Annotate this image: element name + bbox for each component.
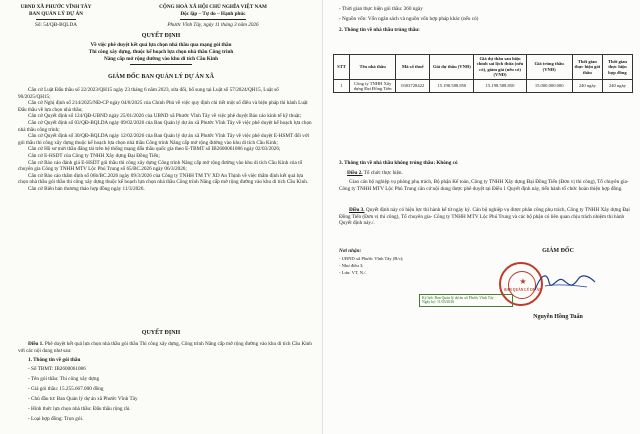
table-cell: 15.000.000.000 bbox=[526, 79, 572, 93]
article-2 bbox=[347, 170, 403, 177]
decision-title: QUYẾT ĐỊNH bbox=[141, 33, 181, 39]
legal-basis: Căn cứ Báo cáo đánh giá E-HSDT gói thầu thi công xây dựng Công trình Nâng cấp mở rộng đường vào khu di tích Cầu Kinh của tổ chuyên gia Công ty TNHH MTV Lộc Phú Trung số 65/BC.2026 ngày 06/3/2026; bbox=[18, 159, 303, 173]
authority-title: GIÁM ĐỐC BAN QUẢN LÝ DỰ ÁN XÃ bbox=[108, 74, 214, 80]
table-cell: Công ty TNHH Xây dựng Đại Đồng Tiến bbox=[350, 79, 396, 93]
seal-text: BAN QUẢN LÝ DỰ ÁN bbox=[504, 288, 542, 292]
decision-subject-line: Về việc phê duyệt kết quả lựa chọn nhà thầu qua mạng gói thầu bbox=[90, 42, 232, 48]
article-2-body: Giao cán bộ nghiệp vụ phòng phụ trách, Bộ phận Kế toán, Công ty TNHH Xây dựng Đại Đồng Tiến (Đơn vị thi công), Tổ chuyên gia-Công ty TNHH MTV Lộc Phú Trung căn cứ nội dung được phê duyệt tại Điều 1 Quyết định này, tiến hành tổ chức hoàn thiện hợp đồng. bbox=[339, 179, 629, 192]
table-cell: 1 bbox=[334, 79, 350, 93]
section-2-title: 2. Thông tin về nhà thầu trúng thầu: bbox=[339, 27, 420, 33]
org-underline bbox=[36, 19, 76, 20]
article-3-text: Quyết định này có hiệu lực thi hành kể từ ngày ký. Cán bộ nghiệp vụ được phân công phụ trách, Công ty TNHH Xây dựng Đại Đồng Tiến (Đơn vị thi công), Tổ chuyên gia- Công ty TNHH MTV Lộc Phú Trung và các bộ phận có liên quan chịu trách nhiệm thi hành Quyết định này./. bbox=[339, 207, 630, 227]
winning-bidder-table bbox=[333, 54, 633, 93]
table-cell: 15.198.588.850 bbox=[474, 79, 526, 93]
digital-signature-line: Ngày ký: 11/03/2026 bbox=[422, 300, 455, 305]
table-header: Giá dự thầu (VNĐ) bbox=[430, 55, 474, 80]
document-number: Số: 54/QĐ-BQLDA bbox=[35, 22, 77, 28]
subject-underline bbox=[130, 64, 192, 65]
decides-title: QUYẾT ĐỊNH bbox=[141, 330, 181, 336]
nation-title: CỘNG HOÀ XÃ HỘI CHỦ NGHĨA VIỆT NAM bbox=[159, 4, 267, 10]
legal-bases bbox=[18, 87, 312, 253]
table-header-row bbox=[334, 55, 633, 80]
article-1-text: Phê duyệt kết quả lựa chọn nhà thầu gói thầu Thi công xây dựng, Công trình Nâng cấp mở rộng đường vào khu di tích Cầu Kinh với các nội dung như sau: bbox=[18, 341, 312, 354]
section-3-title: 3. Thông tin về nhà thầu không trúng thầu: Không có bbox=[339, 160, 458, 166]
table-header: STT bbox=[334, 55, 350, 80]
signer-name: Nguyễn Hồng Tuấn bbox=[533, 314, 583, 320]
org-parent: UBND XÃ PHƯỚC VĨNH TÂY bbox=[20, 4, 92, 10]
section-1-title: 1. Thông tin về gói thầu bbox=[28, 357, 81, 363]
legal-basis: Căn cứ Báo cáo thẩm định số 06b/BC.2026 ngày 09/3/2026 của Công ty TNHH TM TV XD An Thịnh về việc thẩm định kết quả lựa chọn nhà thầu gói thầu thi công xây dựng thuộc kế hoạch lựa chọn nhà thầu Công trình Nâng cấp mở rộng đường vào khu di tích Cầu Kinh. bbox=[18, 172, 309, 186]
decision-subject-line: Nâng cấp mở rộng đường vào khu di tích Cầu Kinh bbox=[103, 56, 219, 62]
package-info-line: - Số TBMT: IB2600061086 bbox=[28, 366, 86, 372]
legal-basis: Căn cứ Luật Đấu thầu số 22/2023/QH15 ngày 23 tháng 6 năm 2023, sửa đổi, bổ sung tại Luật số 57/2024/QH15, Luật số 90/2025/QH15; bbox=[18, 87, 279, 100]
package-info-line: - Giá gói thầu: 15.255.667.000 đồng bbox=[28, 386, 104, 392]
legal-basis: Căn cứ Hồ sơ mời thầu đăng tải trên hệ thống mạng đấu thầu quốc gia theo E-TBMT số IB2600061086 ngày 02/03/2026; bbox=[28, 146, 281, 153]
nation-motto: Độc lập – Tự do – Hạnh phúc bbox=[180, 11, 246, 17]
table-header: Mã số thuế bbox=[396, 55, 430, 80]
recipient: - Như điều 3; bbox=[339, 263, 364, 268]
legal-basis: Căn cứ E-HSDT của Công ty TNHH Xây dựng Đại Đồng Tiến; bbox=[28, 152, 160, 159]
seal-star-icon: ★ bbox=[519, 277, 527, 286]
recipients-title: Nơi nhận: bbox=[339, 248, 362, 254]
digital-signature-box bbox=[419, 294, 513, 307]
recipient: - Lưu: VT, N./. bbox=[339, 270, 367, 275]
table-row bbox=[334, 79, 633, 93]
legal-basis: Căn cứ Quyết định số 30/QĐ-BQLDA ngày 12/02/2026 của Ban Quản lý dự án xã Phước Vĩnh Tây về việc phê duyệt E-HSMT đối với gói thầu thi công xây dựng thuộc kế hoạch lựa chọn nhà thầu Công trình Nâng cấp mở rộng đường vào khu di tích Cầu Kinh; bbox=[18, 133, 310, 146]
package-info-line: - Tên gói thầu: Thi công xây dựng bbox=[28, 376, 100, 382]
article-2-label: Điều 2. bbox=[347, 170, 363, 176]
legal-basis: Căn cứ Nghị định số 214/2025/NĐ-CP ngày 04/8/2025 của Chính Phủ về việc quy định chi tiết một số điều và biện pháp thi hành Luật Đấu thầu về lựa chọn nhà thầu; bbox=[18, 100, 308, 113]
article-2-text: Tổ chức thực hiện. bbox=[363, 170, 403, 176]
table-cell: 240 ngày bbox=[602, 79, 632, 93]
table-header: Thời gian thực hiện hợp đồng bbox=[602, 55, 632, 80]
article-1 bbox=[18, 341, 312, 354]
handwritten-signature bbox=[531, 268, 601, 298]
table-header: Tên nhà thầu bbox=[350, 55, 396, 80]
package-info-line: - Chủ đầu tư: Ban Quản lý dự án xã Phước Vĩnh Tây bbox=[28, 396, 138, 402]
recipient: - UBND xã Phước Vĩnh Tây (B/c); bbox=[339, 256, 404, 261]
legal-basis: Căn cứ Biên bản thương thảo hợp đồng ngày 11/3/2026. bbox=[28, 185, 145, 192]
legal-basis: Căn cứ Quyết định số 03/QĐ-BQLDA ngày 09/02/2026 của Ban Quản lý dự án xã Phước Vĩnh Tây về việc phê duyệt kế hoạch lựa chọn nhà thầu công trình; bbox=[18, 119, 312, 133]
digital-signature-line: Ký bởi: Ban Quản lý dự án xã Phước Vĩnh Tây bbox=[422, 296, 494, 300]
article-3-label: Điều 3. bbox=[349, 207, 365, 213]
table-header: Thời gian thực hiện gói thầu bbox=[572, 55, 602, 80]
decision-subject-line: Thi công xây dựng, thuộc kế hoạch lựa chọn nhà thầu Công trình bbox=[88, 49, 234, 55]
page-right bbox=[322, 0, 640, 434]
org-name: BAN QUẢN LÝ DỰ ÁN bbox=[29, 11, 83, 17]
package-info-line: - Loại hợp đồng: Trọn gói. bbox=[28, 416, 84, 422]
place-date: Phước Vĩnh Tây, ngày 11 tháng 3 năm 2026 bbox=[167, 22, 259, 28]
info-line: - Nguồn vốn: Vốn ngân sách và nguồn vốn hợp pháp khác (nếu có) bbox=[339, 16, 479, 22]
legal-basis: Căn cứ Quyết định số 124/QĐ-UBND ngày 25/01/2026 của UBND xã Phước Vĩnh Tây về việc phê duyệt Báo cáo kinh tế kỹ thuật; bbox=[28, 113, 302, 120]
table-cell: 240 ngày bbox=[572, 79, 602, 93]
article-1-label: Điều 1. bbox=[28, 341, 44, 347]
article-3 bbox=[339, 207, 631, 227]
package-info-line: - Hình thức lựa chọn nhà thầu: Đấu thầu rộng rãi. bbox=[28, 406, 131, 412]
table-cell: 15.198.588.850 bbox=[430, 79, 474, 93]
info-line: - Thời gian thực hiện gói thầu: 360 ngày bbox=[339, 6, 423, 12]
table-cell: 0303728422 bbox=[396, 79, 430, 93]
table-header: Giá trúng thầu (VNĐ) bbox=[526, 55, 572, 80]
motto-underline bbox=[180, 19, 246, 20]
table-header: Giá dự thầu sau hiệu chỉnh sai lệch thừa (nếu có), giảm giá (nếu có) (VNĐ) bbox=[474, 55, 526, 80]
signer-title: GIÁM ĐỐC bbox=[542, 248, 574, 254]
